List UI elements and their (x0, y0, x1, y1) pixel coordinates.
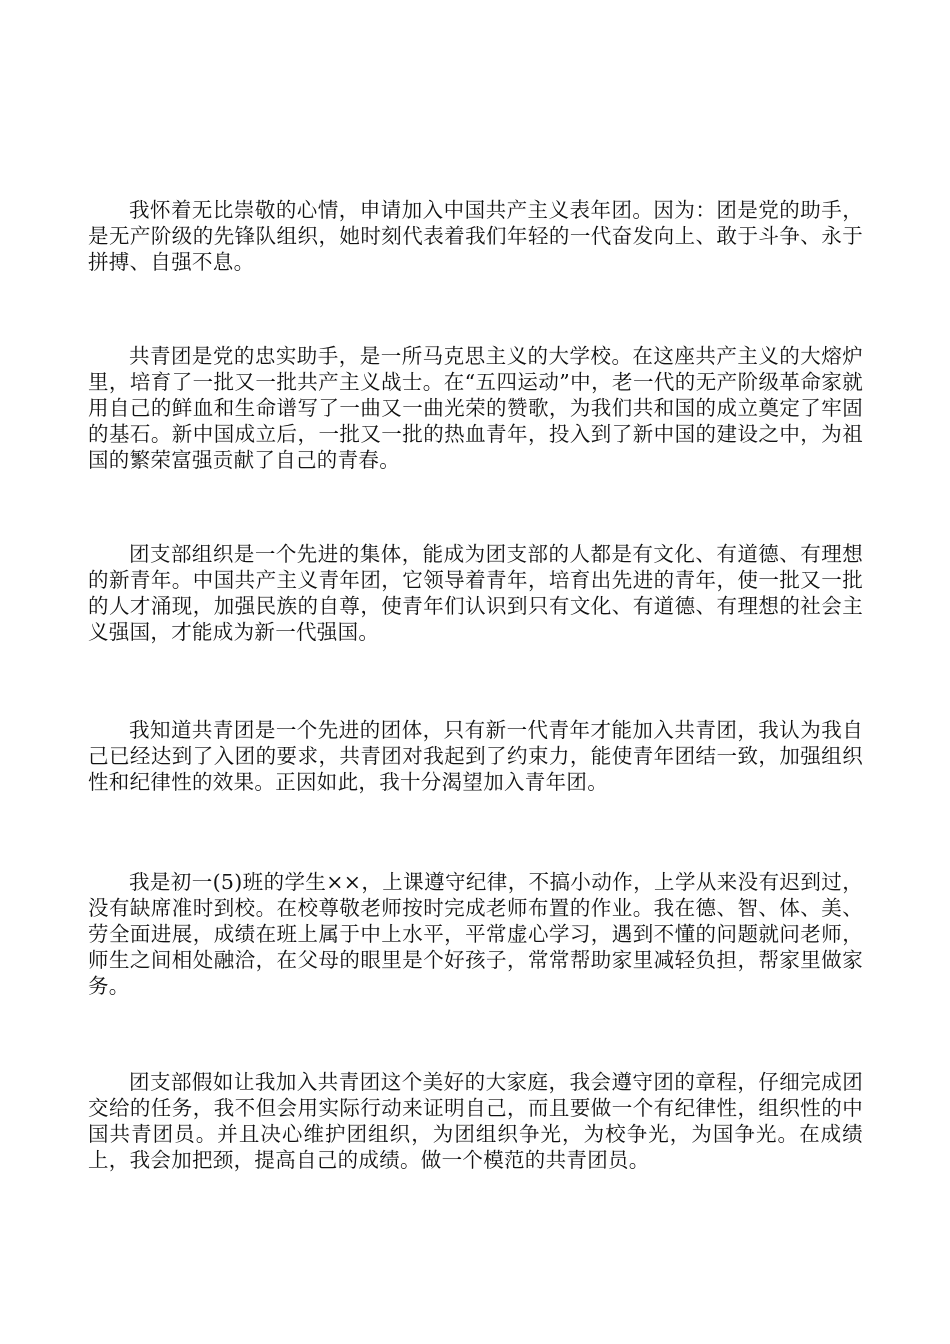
paragraph-5: 我是初一(5)班的学生××，上课遵守纪律，不搞小动作，上学从来没有迟到过，没有缺席准时到校。在校尊敬老师按时完成老师布置的作业。我在德、智、体、美、劳全面进展，成绩在班上属于中上水平，平常虚心学习，遇到不懂的问题就问老师，师生之间相处融洽，在父母的眼里是个好孩子，常常帮助家里减轻负担，帮家里做家务。 (88, 870, 863, 998)
paragraph-4: 我知道共青团是一个先进的团体，只有新一代青年才能加入共青团，我认为我自己已经达到了入团的要求，共青团对我起到了约束力，能使青年团结一致，加强组织性和纪律性的效果。正因如此，我十分渴望加入青年团。 (88, 718, 863, 794)
paragraph-1: 我怀着无比崇敬的心情，申请加入中国共产主义表年团。因为：团是党的助手，是无产阶级的先锋队组织，她时刻代表着我们年轻的一代奋发向上、敢于斗争、永于拼搏、自强不息。 (88, 198, 863, 274)
paragraph-3: 团支部组织是一个先进的集体，能成为团支部的人都是有文化、有道德、有理想的新青年。中国共产主义青年团，它领导着青年，培育出先进的青年，使一批又一批的人才涌现，加强民族的自尊，使青年们认识到只有文化、有道德、有理想的社会主义强国，才能成为新一代强国。 (88, 542, 863, 644)
paragraph-2: 共青团是党的忠实助手，是一所马克思主义的大学校。在这座共产主义的大熔炉里，培育了一批又一批共产主义战士。在“五四运动”中，老一代的无产阶级革命家就用自己的鲜血和生命谱写了一曲又一曲光荣的赞歌，为我们共和国的成立奠定了牢固的基石。新中国成立后，一批又一批的热血青年，投入到了新中国的建设之中，为祖国的繁荣富强贡献了自己的青春。 (88, 344, 863, 472)
paragraph-6: 团支部假如让我加入共青团这个美好的大家庭，我会遵守团的章程，仔细完成团交给的任务，我不但会用实际行动来证明自己，而且要做一个有纪律性，组织性的中国共青团员。并且决心维护团组织，为团组织争光，为校争光，为国争光。在成绩上，我会加把颈，提高自己的成绩。做一个模范的共青团员。 (88, 1070, 863, 1172)
